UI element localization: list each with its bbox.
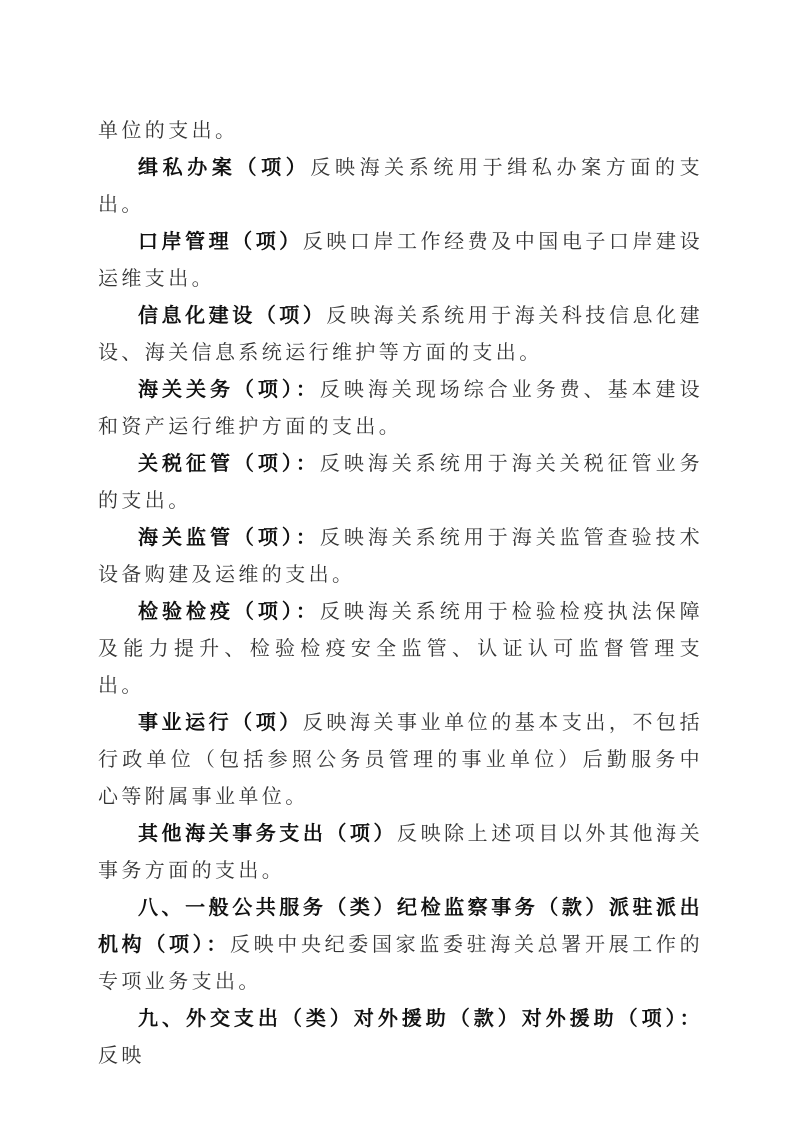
paragraph xyxy=(98,593,703,704)
paragraph-heading: 缉私办案（项） xyxy=(138,155,311,179)
paragraph-heading: 信息化建设（项） xyxy=(138,303,327,327)
paragraph xyxy=(98,445,703,519)
paragraph-text: 反映海关现场综合业务费、基本建设和资产运行维护方面的支出。 xyxy=(98,377,703,438)
paragraph-text: 单位的支出。 xyxy=(98,118,239,142)
paragraph xyxy=(98,704,703,815)
paragraph-heading: 海关监管（项）： xyxy=(138,525,320,549)
paragraph-text: 反映海关事业单位的基本支出，不包括行政单位（包括参照公务员管理的事业单位）后勤服务中心等附属事业单位。 xyxy=(98,710,703,808)
paragraph-heading: 关税征管（项）： xyxy=(138,451,320,475)
paragraph-text: 反映除上述项目以外其他海关事务方面的支出。 xyxy=(98,821,704,882)
paragraph-text: 反映口岸工作经费及中国电子口岸建设运维支出。 xyxy=(98,229,703,290)
paragraph-text: 反映海关系统用于海关监管查验技术设备购建及运维的支出。 xyxy=(98,525,703,586)
paragraph-text: 反映中央纪委国家监委驻海关总署开展工作的专项业务支出。 xyxy=(98,932,703,993)
paragraph xyxy=(98,297,703,371)
paragraph-heading: 海关关务（项）： xyxy=(138,377,320,401)
paragraph xyxy=(98,112,703,149)
paragraph-heading: 其他海关事务支出（项） xyxy=(138,821,398,845)
paragraph xyxy=(98,149,703,223)
paragraph-text: 反映海关系统用于海关科技信息化建设、海关信息系统运行维护等方面的支出。 xyxy=(98,303,704,364)
paragraph xyxy=(98,371,703,445)
paragraph xyxy=(98,519,703,593)
paragraph-heading: 事业运行（项） xyxy=(138,710,303,734)
paragraph-heading: 检验检疫（项）： xyxy=(138,599,320,623)
paragraph-heading: 口岸管理（项） xyxy=(138,229,303,253)
paragraph-heading: 八、一般公共服务（类）纪检监察事务（款）派驻派出机构（项）： xyxy=(98,895,703,956)
paragraph-text: 反映海关系统用于海关关税征管业务的支出。 xyxy=(98,451,703,512)
paragraph-text: 反映海关系统用于缉私办案方面的支出。 xyxy=(98,155,703,216)
paragraph-text: 反映海关系统用于检验检疫执法保障及能力提升、检验检疫安全监管、认证认可监督管理支出。 xyxy=(98,599,703,697)
paragraph xyxy=(98,889,703,1000)
paragraph xyxy=(98,223,703,297)
paragraph-text: 反映 xyxy=(98,1043,145,1067)
paragraph xyxy=(98,1000,703,1074)
document-body xyxy=(98,112,703,1074)
paragraph xyxy=(98,815,703,889)
paragraph-heading: 九、外交支出（类）对外援助（款）对外援助（项）： xyxy=(138,1006,703,1030)
